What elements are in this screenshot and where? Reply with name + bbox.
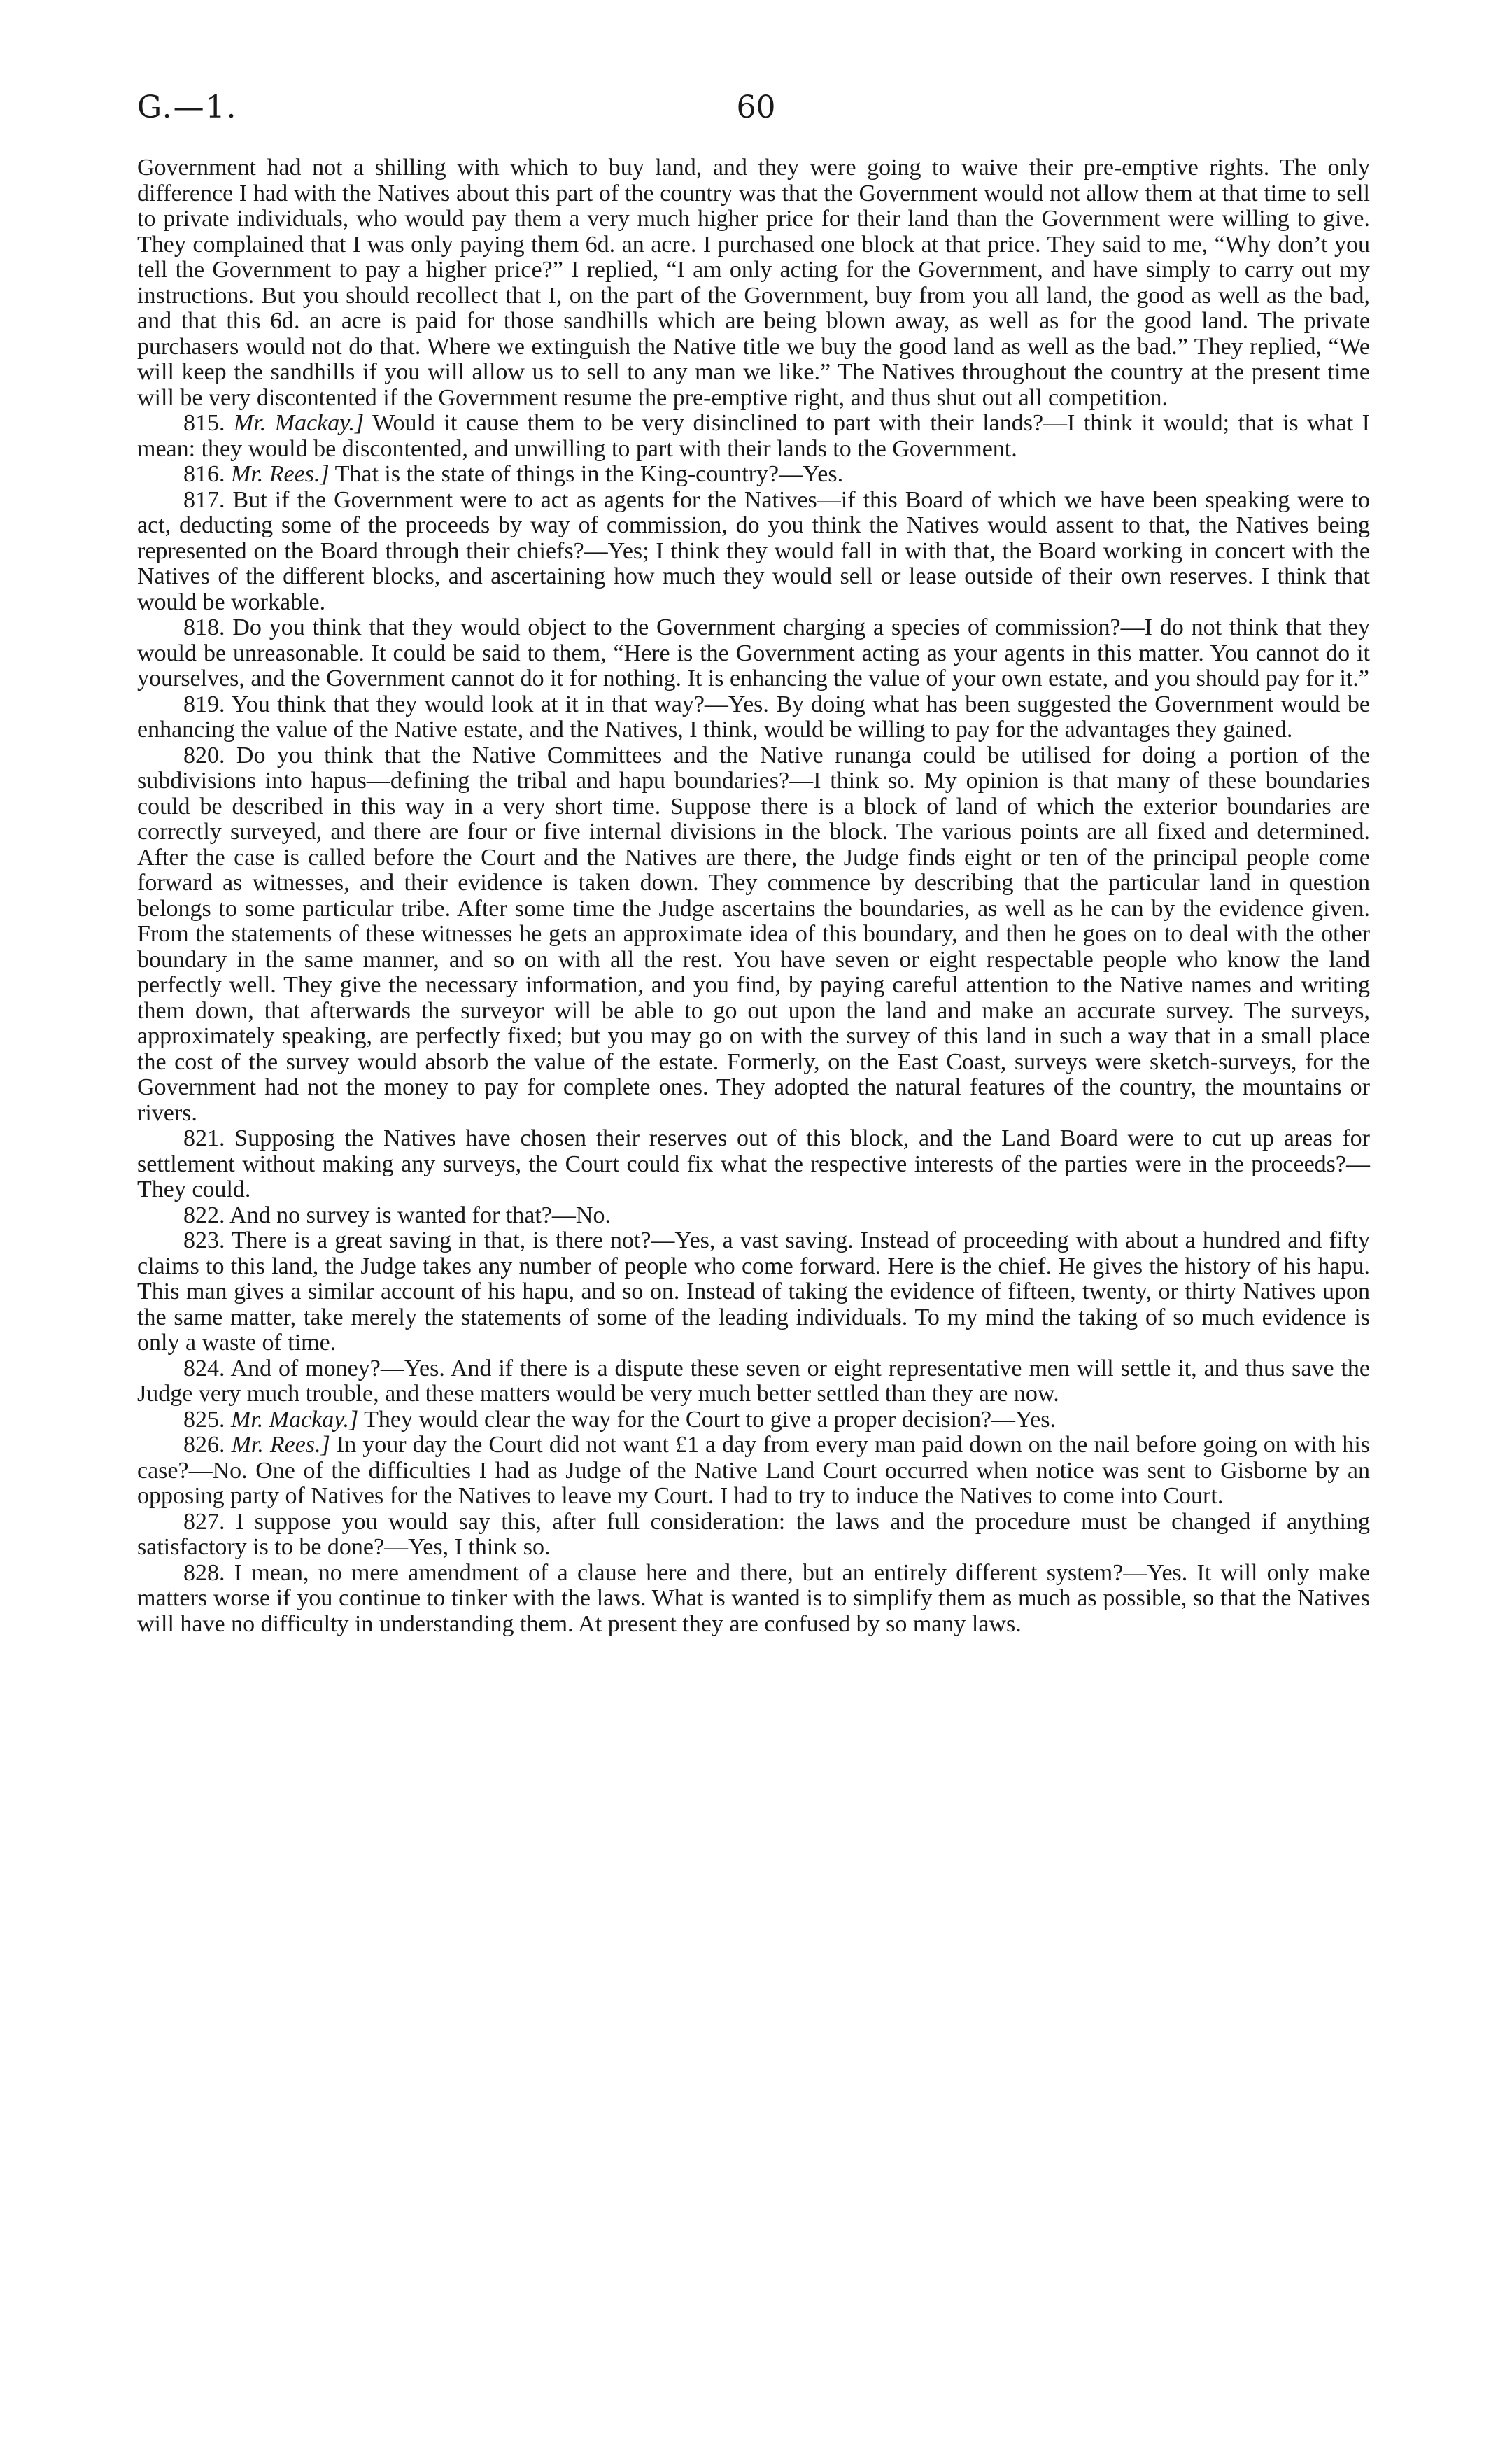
speaker-name: Mr. Mackay.]: [233, 410, 365, 436]
paragraph-text: They would clear the way for the Court to give a proper decision?—Yes.: [364, 1406, 1057, 1433]
question-number: 821.: [183, 1125, 225, 1151]
question-817: [137, 488, 1370, 616]
question-819: [137, 692, 1370, 743]
speaker-name: Mr. Mackay.]: [231, 1406, 359, 1433]
question-number: 817.: [183, 486, 225, 513]
paragraph-text: In your day the Court did not want £1 a day from every man paid down on the nail before going on with his case?—No. One of the difficulties I had as Judge of the Native Land Court occurred when notice was sent to Gisborne by an opposing party of Natives for the Natives to leave my Court. I had to try to induce the Natives to come into Court.: [137, 1432, 1371, 1509]
question-822: [137, 1203, 1370, 1229]
paragraph-text: I suppose you would say this, after full consideration: the laws and the procedure must be changed if anything satisfactory is to be done?—Yes, I think so.: [137, 1508, 1370, 1560]
paragraph-text: That is the state of things in the King-country?—Yes.: [334, 461, 844, 487]
paragraph-text: And no survey is wanted for that?—No.: [229, 1202, 611, 1228]
speaker-name: Mr. Rees.]: [231, 461, 330, 487]
question-number: 819.: [183, 691, 225, 717]
question-826: [137, 1433, 1370, 1510]
paragraph-text: Government had not a shilling with which to buy land, and they were going to waive their pre-emptive rights. The only difference I had with the Natives about this part of the country was that the Government would not allow them at that time to sell to private individuals, who would pay them a very much higher price for their land than the Government were willing to give. They complained that I was only paying them 6d. an acre. I purchased one block at that price. They said to me, “Why don’t you tell the Government to pay a higher price?” I replied, “I am only acting for the Government, and have simply to carry out my instructions. But you should recollect that I, on the part of the Government, buy from you all land, the good as well as the bad, and that this 6d. an acre is paid for those sandhills which are being blown away, as well as for the good land. The private purchasers would not do that. Where we extinguish the Native title we buy the good land as well as the bad.” They replied, “We will keep the sandhills if you will allow us to sell to any man we like.” The Natives throughout the country at the present time will be very discontented if the Government resume the pre-emptive right, and thus shut out all competition.: [137, 155, 1370, 411]
question-number: 826.: [183, 1432, 225, 1458]
question-number: 820.: [183, 742, 225, 768]
paragraph-text: I mean, no mere amendment of a clause here and there, but an entirely different system?—Yes. It will only make matters worse if you continue to tinker with the laws. What is wanted is to simplify them as much as possible, so that the Natives will have no difficulty in understanding them. At present they are confused by so many laws.: [137, 1559, 1371, 1637]
question-number: 824.: [183, 1355, 225, 1381]
question-815: [137, 411, 1370, 462]
question-number: 815.: [183, 410, 225, 436]
question-number: 828.: [183, 1559, 225, 1586]
question-821: [137, 1126, 1370, 1203]
question-820: [137, 743, 1370, 1127]
question-number: 816.: [183, 461, 225, 487]
paragraph-text: But if the Government were to act as agents for the Natives—if this Board of which we have been speaking were to act, deducting some of the proceeds by way of commission, do you think the Natives would assent to that, the Natives being represented on the Board through their chiefs?—Yes; I think they would fall in with that, the Board working in concert with the Natives of the different blocks, and ascertaining how much they would sell or lease outside of their own reserves. I think that would be workable.: [137, 486, 1370, 615]
page-header: [137, 90, 1375, 139]
question-816: [137, 462, 1370, 488]
question-825: [137, 1407, 1370, 1433]
paragraph-text: And of money?—Yes. And if there is a dispute these seven or eight representative men will settle it, and thus save the Judge very much trouble, and these matters would be very much better settled than they are now.: [137, 1355, 1371, 1407]
paragraph-text: Do you think that they would object to the Government charging a species of commission?—I do not think that they would be unreasonable. It could be said to them, “Here is the Government acting as your agents in this matter. You cannot do it yourselves, and the Government cannot do it for nothing. It is enhancing the value of your own estate, and you should pay for it.”: [137, 614, 1370, 691]
paragraph-text: Would it cause them to be very disinclined to part with their lands?—I think it would; that is what I mean: they would be discontented, and unwilling to part with their lands to the Government.: [137, 410, 1371, 462]
question-number: 822.: [183, 1202, 225, 1228]
paragraph-text: There is a great saving in that, is there not?—Yes, a vast saving. Instead of proceeding with about a hundred and fifty claims to this land, the Judge takes any number of people who come forward. Here is the chief. He gives the history of his hapu. This man gives a similar account of his hapu, and so on. Instead of taking the evidence of fifteen, twenty, or thirty Natives upon the same matter, take merely the statements of some of the leading individuals. To my mind the taking of so much evidence is only a waste of time.: [137, 1228, 1371, 1356]
document-reference: G.—1.: [137, 90, 238, 125]
paragraph-text: Supposing the Natives have chosen their reserves out of this block, and the Land Board were to cut up areas for settlement without making any surveys, the Court could fix what the respective interests of the parties were in the proceeds?—They could.: [137, 1125, 1370, 1202]
speaker-name: Mr. Rees.]: [231, 1432, 330, 1458]
question-number: 825.: [183, 1406, 225, 1433]
question-number: 827.: [183, 1508, 225, 1535]
paragraph-continuation: [137, 155, 1370, 411]
question-828: [137, 1561, 1370, 1638]
question-818: [137, 615, 1370, 692]
paragraph-text: Do you think that the Native Committees and the Native runanga could be utilised for doing a portion of the subdivisions into hapus—defining the tribal and hapu boundaries?—I think so. My opinion is that many of these boundaries could be described in this way in a very short time. Suppose there is a block of land of which the exterior boundaries are correctly surveyed, and there are four or five internal divisions in the block. The various points are all fixed and determined. After the case is called before the Court and the Natives are there, the Judge finds eight or ten of the principal people come forward as witnesses, and their evidence is taken down. They commence by describing that the particular land in question belongs to some particular tribe. After some time the Judge ascertains the boundaries, as well as he can by the evidence given. From the statements of these witnesses he gets an approximate idea of this boundary, and then he goes on to deal with the other boundary in the same manner, and so on with all the rest. You have seven or eight respectable people who know the land perfectly well. They give the necessary information, and you find, by paying careful attention to the Native names and writing them down, that afterwards the surveyor will be able to go out upon the land and make an accurate survey. The surveys, approximately speaking, are perfectly fixed; but you may go on with the survey of this land in such a way that in a small place the cost of the survey would absorb the value of the estate. Formerly, on the East Coast, surveys were sketch-surveys, for the Government had not the money to pay for complete ones. They adopted the natural features of the country, the mountains or rivers.: [137, 742, 1371, 1126]
paragraph-text: You think that they would look at it in that way?—Yes. By doing what has been suggested the Government would be enhancing the value of the Native estate, and the Natives, I think, would be willing to pay for the advantages they gained.: [137, 691, 1370, 743]
question-number: 818.: [183, 614, 225, 640]
question-823: [137, 1228, 1370, 1356]
page-number: 60: [736, 90, 776, 125]
document-body: [137, 155, 1370, 1637]
question-827: [137, 1510, 1370, 1561]
question-number: 823.: [183, 1228, 225, 1253]
question-824: [137, 1356, 1370, 1407]
